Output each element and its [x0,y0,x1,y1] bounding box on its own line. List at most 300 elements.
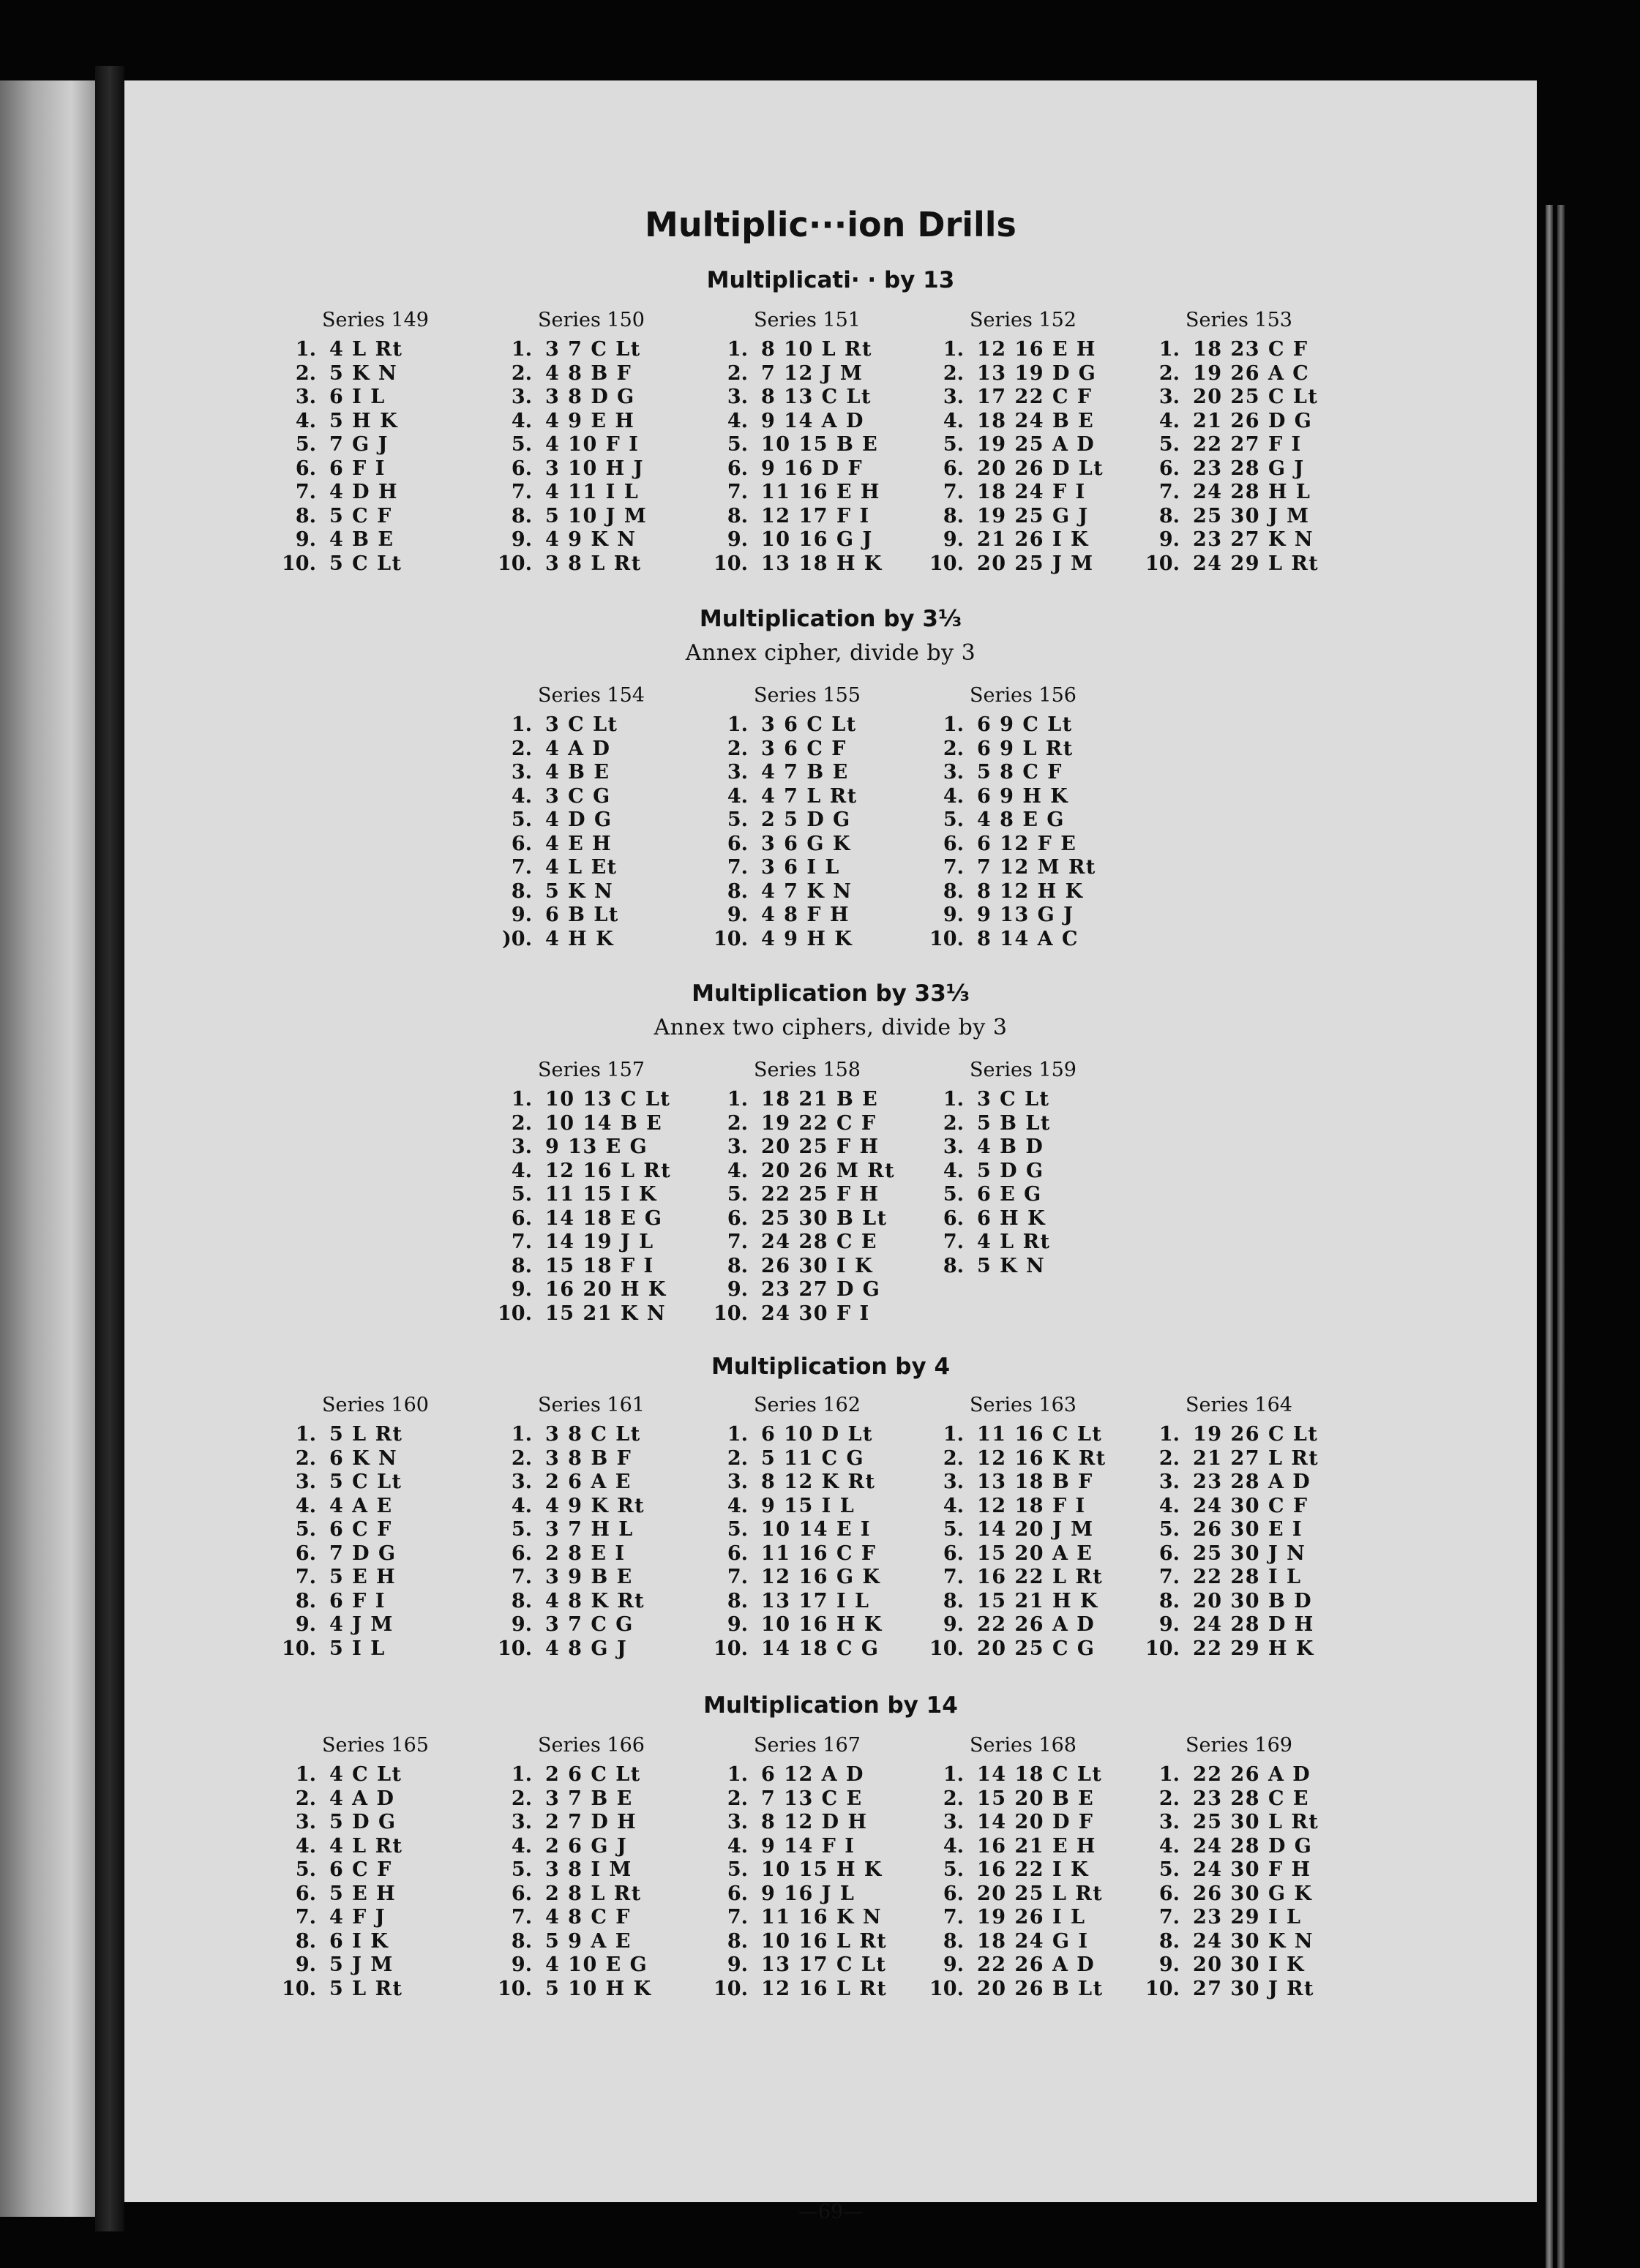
series-block [710,1057,944,1326]
drill-text: 20 25 L Rt [977,1882,1104,1905]
drill-text: 12 18 F I [977,1494,1086,1517]
drill-text: 4 8 C F [545,1906,631,1929]
drill-text: 10 13 C Lt [545,1088,671,1111]
drill-number: 1. [727,338,748,361]
drill-text: 5 11 C G [761,1446,865,1470]
drill-row [494,410,728,434]
drill-number: 2. [511,361,532,385]
drill-text: 25 30 B Lt [761,1206,888,1230]
drill-number: 10. [282,552,316,575]
drill-number: 8. [943,1929,964,1953]
drill-text: 13 18 B F [977,1471,1093,1493]
drill-text: 20 25 C G [977,1637,1096,1660]
drill-text: 4 9 H K [761,927,853,950]
drill-text: 13 18 H K [761,552,883,575]
drill-text: 4 B D [977,1135,1044,1158]
drill-row [710,904,944,928]
drill-text: 6 9 H K [977,784,1069,808]
drill-number: 4. [727,1159,748,1182]
drill-text: 17 22 C F [977,386,1093,408]
drill-row [710,1566,944,1590]
drill-text: 24 30 C F [1193,1494,1308,1517]
drill-row [1142,1566,1376,1590]
drill-row [710,808,944,833]
series-block [926,1392,1160,1661]
drill-text: 4 H K [545,927,615,950]
drill-number: 8. [295,1929,316,1953]
drill-list [494,1763,728,2001]
drill-row [926,1882,1160,1907]
drill-row [494,1255,728,1279]
drill-text: 19 25 A D [977,433,1096,456]
drill-text: 8 10 L Rt [761,338,872,361]
drill-row [1142,552,1376,577]
drill-number: 10. [714,1302,748,1325]
drill-text: 25 30 L Rt [1193,1811,1319,1833]
drill-row [926,1953,1160,1978]
drill-row [926,1637,1160,1661]
drill-text: 3 8 C Lt [545,1423,641,1446]
drill-text: 10 14 B E [545,1111,663,1135]
drill-row [278,338,512,362]
drill-number: 3. [1158,1811,1180,1833]
drill-row [278,362,512,386]
drill-number: 4. [943,1159,964,1182]
drill-text: 5 K N [545,879,614,903]
drill-number: 10. [714,1977,748,2000]
drill-row [278,1978,512,2002]
drill-row [710,1112,944,1136]
drill-text: 16 21 E H [977,1834,1096,1858]
drill-number: 2. [511,737,532,760]
drill-number: 7. [511,1906,532,1929]
drill-text: 24 30 F H [1193,1858,1311,1881]
drill-text: 21 27 L Rt [1193,1446,1319,1470]
drill-text: 3 8 B F [545,1446,632,1470]
drill-number: 8. [727,1929,748,1953]
drill-row [278,1566,512,1590]
drill-number: 7. [727,1906,748,1929]
drill-row [710,1763,944,1787]
drill-number: 2. [295,361,316,385]
drill-text: 23 28 G J [1193,457,1305,480]
drill-text: 11 16 E H [761,481,880,503]
drill-number: 6. [943,457,964,480]
drill-row [278,1906,512,1930]
drill-row [710,1930,944,1954]
series-block [926,1057,1160,1278]
drill-number: 1. [727,1423,748,1446]
page-title: Multiplic···ion Drills [645,205,1016,244]
drill-row [1142,1590,1376,1614]
drill-number: 6. [943,1206,964,1230]
drill-number: 7. [511,481,532,503]
drill-text: 19 25 G J [977,504,1089,527]
drill-number: 8. [511,1589,532,1612]
drill-text: 10 15 H K [761,1858,883,1881]
drill-text: 4 A D [329,1787,395,1810]
drill-row [278,1787,512,1811]
drill-text: 22 26 A D [1193,1763,1311,1786]
drill-number: 10. [714,1637,748,1660]
drill-text: 7 G J [329,433,389,456]
drill-row [494,481,728,505]
drill-row [710,761,944,785]
drill-row [278,1590,512,1614]
drill-number: 4. [295,1494,316,1517]
drill-text: 10 16 L Rt [761,1929,888,1953]
drill-text: 5 B Lt [977,1111,1051,1135]
drill-number: 3. [943,1811,964,1833]
series-title: Series 168 [970,1734,1077,1757]
drill-list [710,1088,944,1326]
drill-text: 6 E G [977,1183,1042,1206]
drill-text: 23 28 A D [1193,1471,1311,1493]
drill-number: 7. [295,481,316,503]
page-number: —69— [798,2201,864,2223]
drill-number: 10. [282,1637,316,1660]
drill-text: 4 9 K Rt [545,1494,645,1517]
drill-number: 5. [943,433,964,456]
drill-text: 6 12 A D [761,1763,864,1786]
drill-text: 9 16 D F [761,457,864,480]
drill-number: 6. [727,457,748,480]
drill-text: 23 28 C E [1193,1787,1309,1810]
drill-row [710,1787,944,1811]
drill-text: 4 E H [545,832,613,855]
drill-row [1142,457,1376,481]
drill-row [710,410,944,434]
drill-number: 10. [929,552,964,575]
series-title: Series 158 [754,1059,861,1081]
drill-row [926,1590,1160,1614]
drill-text: 3 7 B E [545,1787,633,1810]
drill-row [710,1953,944,1978]
drill-text: 15 20 A E [977,1542,1093,1565]
drill-number: 2. [727,1111,748,1135]
drill-text: 24 29 L Rt [1193,552,1319,575]
drill-number: 3. [727,1811,748,1833]
drill-text: 24 28 D G [1193,1834,1313,1858]
drill-number: 6. [1158,457,1180,480]
drill-text: 19 26 A C [1193,361,1310,385]
drill-text: 4 8 E G [977,808,1065,831]
drill-text: 6 C F [329,1518,392,1541]
drill-row [1142,338,1376,362]
drill-text: 4 F J [329,1906,386,1929]
drill-number: 5. [511,1518,532,1541]
drill-text: 3 6 C Lt [761,713,857,736]
drill-row [494,552,728,577]
drill-row [926,785,1160,809]
drill-row [494,1811,728,1835]
drill-number: 6. [727,1542,748,1565]
drill-text: 4 J M [329,1613,394,1636]
drill-number: 7. [943,481,964,503]
drill-number: 9. [727,528,748,551]
drill-text: 20 30 B D [1193,1589,1313,1612]
drill-row [1142,1858,1376,1882]
series-block [494,307,728,576]
drill-number: 5. [295,433,316,456]
drill-number: 5. [943,1183,964,1206]
drill-row [494,1613,728,1637]
drill-text: 9 16 J L [761,1882,855,1905]
series-title: Series 167 [754,1734,861,1757]
drill-number: 3. [943,761,964,784]
drill-row [710,433,944,457]
series-title: Series 165 [322,1734,429,1757]
drill-text: 3 C Lt [977,1088,1050,1111]
drill-row [278,552,512,577]
drill-row [1142,1637,1376,1661]
drill-text: 11 16 C F [761,1542,877,1565]
series-block [710,683,944,951]
drill-row [926,433,1160,457]
drill-row [710,1447,944,1471]
drill-row [710,1278,944,1302]
section-heading: Multiplication by 33⅓ [692,980,970,1007]
drill-text: 3 7 H L [545,1518,634,1541]
drill-row [926,713,1160,737]
drill-number: 3. [943,386,964,408]
drill-text: 26 30 E I [1193,1518,1303,1541]
drill-row [278,1542,512,1566]
drill-text: 12 16 K Rt [977,1446,1107,1470]
drill-text: 14 19 J L [545,1231,654,1253]
drill-row [494,1637,728,1661]
drill-text: 3 8 I M [545,1858,632,1881]
drill-row [1142,1930,1376,1954]
drill-text: 16 22 I K [977,1858,1089,1881]
drill-number: 9. [1158,528,1180,551]
drill-row [1142,1906,1376,1930]
drill-text: 4 L Rt [977,1231,1051,1253]
drill-row [926,1835,1160,1859]
drill-row [494,1858,728,1882]
drill-row [494,1278,728,1302]
drill-text: 2 5 D G [761,808,851,831]
drill-number: 7. [295,1906,316,1929]
drill-number: 8. [511,879,532,903]
drill-row [710,362,944,386]
drill-text: 5 H K [329,409,399,432]
drill-text: 23 27 K N [1193,528,1314,551]
drill-text: 2 8 L Rt [545,1882,642,1905]
drill-number: 2. [1158,361,1180,385]
drill-row [494,1590,728,1614]
drill-row [926,761,1160,785]
drill-row [710,1882,944,1907]
drill-text: 3 C G [545,784,611,808]
series-title: Series 164 [1186,1394,1292,1416]
drill-text: 13 19 D G [977,361,1097,385]
series-title: Series 151 [754,309,861,331]
drill-text: 4 B E [545,761,610,784]
section-heading: Multiplication by 3⅓ [699,606,962,632]
drill-number: 5. [943,1858,964,1881]
drill-row [494,386,728,410]
drill-list [1142,1423,1376,1661]
series-title: Series 160 [322,1394,429,1416]
drill-text: 18 24 G I [977,1929,1089,1953]
drill-number: 2. [511,1446,532,1470]
drill-number: 8. [727,879,748,903]
drill-text: 12 16 G K [761,1566,881,1588]
series-title: Series 156 [970,684,1077,707]
drill-row [710,1160,944,1184]
drill-number: 1. [511,1423,532,1446]
drill-text: 20 25 J M [977,552,1094,575]
series-block [926,683,1160,951]
drill-number: 8. [943,879,964,903]
drill-number: 4. [295,409,316,432]
drill-number: 9. [295,528,316,551]
drill-number: 2. [727,1446,748,1470]
page-edge-stack [1557,205,1565,2268]
drill-number: 8. [943,1254,964,1277]
drill-text: 24 30 F I [761,1302,870,1325]
drill-text: 15 21 K N [545,1302,666,1325]
drill-text: 16 20 H K [545,1278,667,1301]
drill-number: 6. [1158,1882,1180,1905]
drill-number: 9. [295,1613,316,1636]
drill-number: 6. [511,1206,532,1230]
series-block [1142,307,1376,576]
drill-number: 6. [511,1882,532,1905]
drill-row [1142,1953,1376,1978]
series-block [278,307,512,576]
drill-text: 3 7 C G [545,1613,634,1636]
drill-number: 4. [727,409,748,432]
drill-number: 7. [727,1566,748,1588]
book-gutter [95,66,124,2231]
drill-row [926,737,1160,762]
series-block [278,1732,512,2001]
drill-number: 1. [727,1763,748,1786]
drill-text: 12 17 F I [761,504,870,527]
section-subheading: Annex two ciphers, divide by 3 [654,1015,1008,1040]
drill-row [1142,1495,1376,1519]
drill-row [926,1135,1160,1160]
drill-number: 4. [1158,409,1180,432]
drill-text: 5 C F [329,504,392,527]
drill-row [926,1613,1160,1637]
drill-row [494,1787,728,1811]
drill-text: 4 10 F I [545,433,640,456]
drill-text: 4 L Rt [329,338,403,361]
drill-number: 7. [943,1231,964,1253]
drill-row [926,1471,1160,1495]
drill-row [278,1930,512,1954]
drill-number: 8. [1158,1929,1180,1953]
drill-text: 10 14 E I [761,1518,872,1541]
drill-row [926,1978,1160,2002]
drill-row [710,856,944,880]
drill-number: 3. [295,1811,316,1833]
drill-number: 7. [943,1566,964,1588]
drill-text: 20 26 M Rt [761,1159,896,1182]
drill-text: 8 12 H K [977,879,1084,903]
drill-number: 4. [943,1834,964,1858]
drill-row [710,1135,944,1160]
drill-text: 6 H K [977,1206,1046,1230]
drill-text: 15 20 B E [977,1787,1095,1810]
drill-text: 4 A D [545,737,611,760]
drill-number: 2. [1158,1446,1180,1470]
drill-text: 18 23 C F [1193,338,1308,361]
drill-row [926,1207,1160,1231]
drill-row [710,1590,944,1614]
drill-text: 4 8 K Rt [545,1589,645,1612]
drill-number: 4. [511,784,532,808]
drill-number: 9. [943,528,964,551]
drill-list [710,1423,944,1661]
drill-number: 2. [511,1787,532,1810]
drill-text: 5 J M [329,1953,394,1976]
drill-text: 5 D G [329,1811,397,1833]
drill-row [926,808,1160,833]
drill-row [710,528,944,552]
drill-number: 8. [295,1589,316,1612]
series-block [1142,1392,1376,1661]
drill-row [494,505,728,529]
drill-text: 5 I L [329,1637,386,1660]
page-edge-stack [1546,205,1553,2268]
drill-row [926,1088,1160,1112]
drill-number: 2. [1158,1787,1180,1810]
drill-number: 2. [295,1787,316,1810]
drill-row [926,1495,1160,1519]
drill-row [1142,1811,1376,1835]
drill-number: 1. [943,1763,964,1786]
drill-list [926,338,1160,576]
drill-row [926,1255,1160,1279]
drill-text: 4 9 K N [545,528,637,551]
drill-list [926,1088,1160,1278]
section-heading: Multiplication by 4 [711,1353,951,1380]
drill-row [494,1930,728,1954]
drill-text: 5 K N [977,1254,1046,1277]
drill-row [1142,1613,1376,1637]
drill-text: 10 16 H K [761,1613,883,1636]
drill-row [926,386,1160,410]
drill-row [926,1447,1160,1471]
drill-number: 3. [511,1471,532,1493]
drill-text: 3 8 L Rt [545,552,642,575]
drill-text: 7 13 C E [761,1787,863,1810]
drill-number: 4. [511,1834,532,1858]
drill-text: 26 30 G K [1193,1882,1313,1905]
drill-number: 4. [943,1494,964,1517]
drill-number: 3. [511,761,532,784]
drill-number: 10. [498,1977,532,2000]
series-title: Series 152 [970,309,1077,331]
drill-text: 9 13 E G [545,1135,648,1158]
drill-text: 27 30 J Rt [1193,1977,1315,2000]
drill-number: 10. [498,1637,532,1660]
drill-number: 1. [943,1423,964,1446]
series-title: Series 169 [1186,1734,1292,1757]
drill-text: 16 22 L Rt [977,1566,1104,1588]
series-title: Series 153 [1186,309,1292,331]
drill-text: 20 26 D Lt [977,457,1104,480]
drill-text: 11 15 I K [545,1183,657,1206]
drill-number: 9. [511,1278,532,1301]
drill-number: 6. [727,1206,748,1230]
drill-number: 2. [727,737,748,760]
drill-row [710,1207,944,1231]
